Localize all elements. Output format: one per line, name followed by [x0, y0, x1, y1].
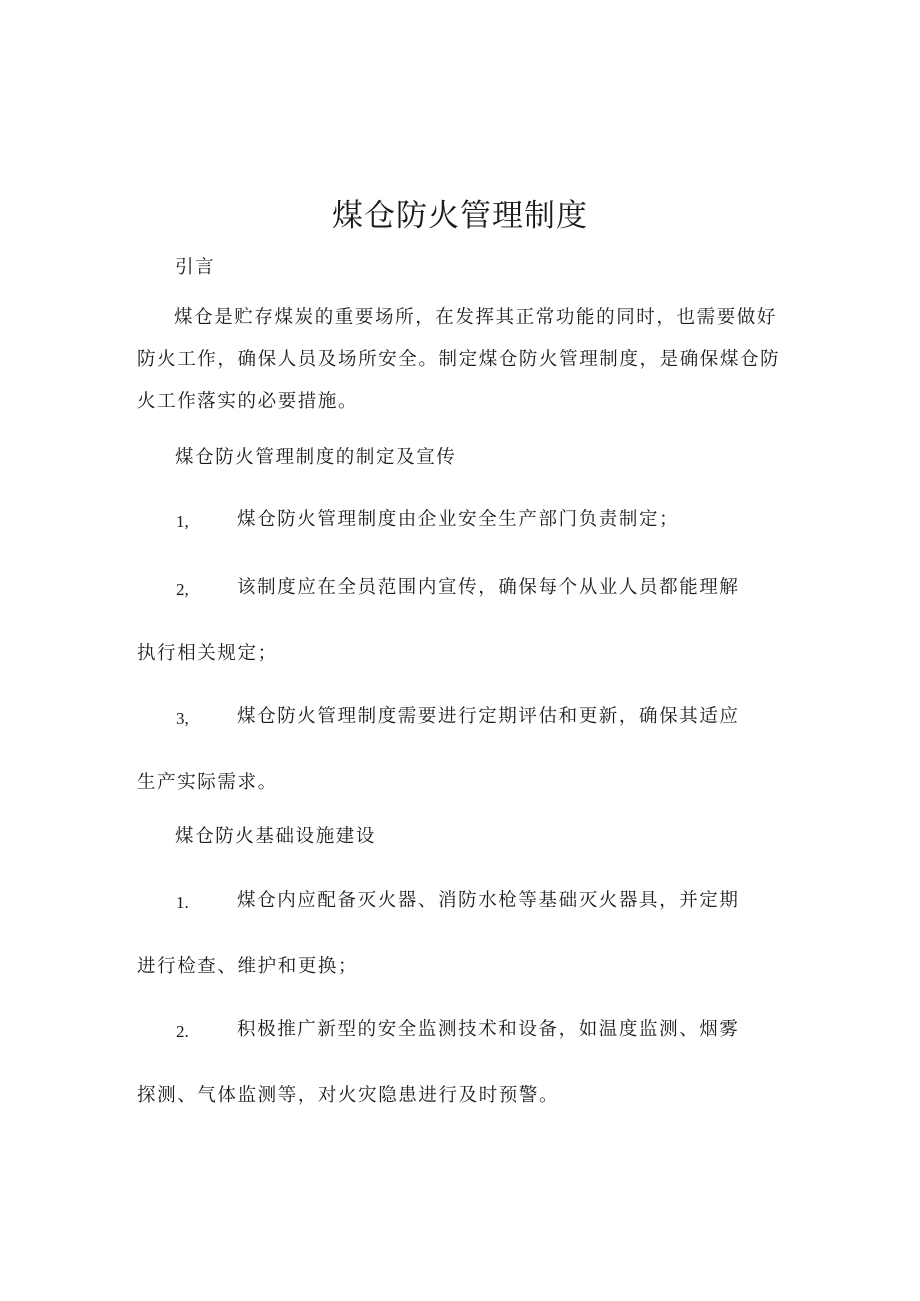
list-item-number: 2,: [176, 580, 189, 599]
intro-heading: 引言: [175, 257, 216, 278]
list-item-text: 煤仓防火管理制度需要进行定期评估和更新，确保其适应: [237, 706, 740, 727]
intro-paragraph: 煤仓是贮存煤炭的重要场所，在发挥其正常功能的同时，也需要做好防火工作，确保人员及场所安全。制定煤仓防火管理制度，是确保煤仓防火工作落实的必要措施。: [137, 307, 781, 412]
list-item-number: 3,: [176, 709, 189, 728]
list-item-number: 1,: [176, 512, 189, 531]
list-item-text: 煤仓防火管理制度由企业安全生产部门负责制定；: [237, 509, 680, 530]
section1-heading: 煤仓防火管理制度的制定及宣传: [175, 447, 457, 468]
list-item-number: 2.: [176, 1022, 189, 1041]
section2-heading: 煤仓防火基础设施建设: [175, 826, 377, 847]
list-item-continuation: 探测、气体监测等，对火灾隐患进行及时预警。: [137, 1085, 560, 1106]
list-item-text: 该制度应在全员范围内宣传，确保每个从业人员都能理解: [237, 577, 740, 598]
list-item-continuation: 进行检查、维护和更换；: [137, 956, 359, 977]
list-item-number: 1.: [176, 893, 189, 912]
document-title: 煤仓防火管理制度: [332, 198, 588, 234]
list-item-continuation: 生产实际需求。: [137, 772, 278, 793]
list-item-text: 煤仓内应配备灭火器、消防水枪等基础灭火器具，并定期: [237, 890, 740, 911]
list-item-text: 积极推广新型的安全监测技术和设备，如温度监测、烟雾: [237, 1019, 740, 1040]
list-item-continuation: 执行相关规定；: [137, 643, 278, 664]
